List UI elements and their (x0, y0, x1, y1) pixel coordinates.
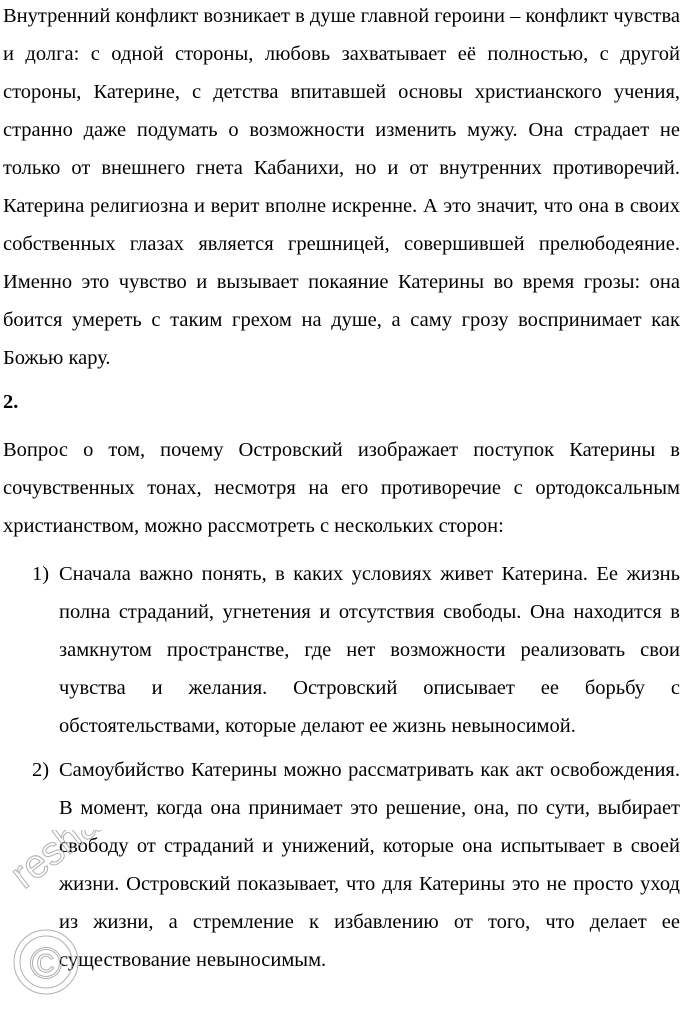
list-item-marker: 1) (32, 563, 50, 585)
document-page (3, 0, 680, 985)
answer-list (3, 555, 680, 979)
list-item (3, 555, 680, 745)
list-item-text: Сначала важно понять, в каких условиях живет Катерина. Ее жизнь полна страданий, угнетения и отсутствия свободы. Она находится в замкнутом пространстве, где нет возможности реализовать свои чувства и желания. Островский описывает ее борьбу с обстоятельствами, которые делают ее жизнь невыносимой. (59, 563, 680, 737)
section-heading: 2. (3, 391, 19, 413)
watermark-symbol: © (29, 939, 63, 988)
list-item-marker: 2) (32, 759, 50, 781)
paragraph-internal-conflict: Внутренний конфликт возникает в душе главной героини – конфликт чувства и долга: с одной стороны, любовь захватывает её полностью, с другой стороны, Катерине, с детства впитавшей основы христианского учения, странно даже подумать о возможности изменить мужу. Она страдает не только от внешнего гнета Кабанихи, но и от внутренних противоречий. Катерина религиозна и верит вполне искренне. А это значит, что она в своих собственных глазах является грешницей, совершившей прелюбодеяние. Именно это чувство и вызывает покаяние Катерины во время грозы: она боится умереть с таким грехом на душе, а саму грозу воспринимает как Божью кару. (3, 5, 680, 369)
list-item-text: Самоубийство Катерины можно рассматривать как акт освобождения. В момент, когда она принимает это решение, она, по сути, выбирает свободу от страданий и унижений, которые она испытывает в своей жизни. Островский показывает, что для Катерины это не просто уход из жизни, а стремление к избавлению от того, что делает ее существование невыносимым. (59, 759, 680, 971)
paragraph-question-intro: Вопрос о том, почему Островский изображает поступок Катерины в сочувственных тонах, несмотря на его противоречие с ортодоксальным христианством, можно рассмотреть с нескольких сторон: (3, 439, 680, 537)
list-item (3, 751, 680, 979)
